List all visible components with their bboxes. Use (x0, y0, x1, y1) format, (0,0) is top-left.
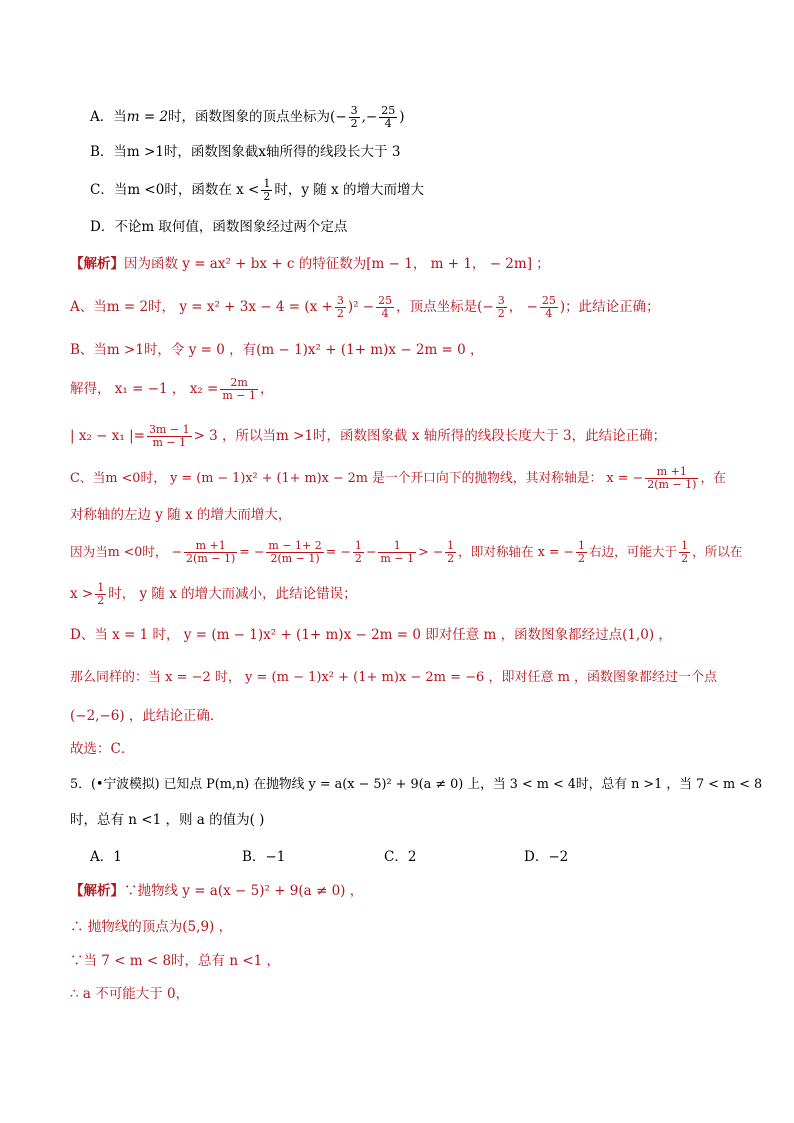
option-a-text: 时，函数图象的顶点坐标为 (168, 109, 331, 125)
fraction-numerator: 1 (263, 177, 271, 190)
solution5-line2: ∴ 抛物线的顶点为(5,9) ， (70, 919, 233, 935)
fraction (335, 295, 346, 320)
fraction-denominator: 2(m − 1) (186, 552, 236, 565)
coord-close: ) (399, 109, 405, 125)
text: ， (259, 381, 274, 397)
question5-option-c: C．2 (384, 849, 417, 865)
text: 时， y 随 x 的增大而减小，此结论错误； (108, 586, 357, 602)
text: 右边，可能大于 (588, 544, 678, 559)
option-a (90, 105, 405, 130)
fraction-numerator: 1 (577, 539, 585, 552)
fraction (184, 540, 237, 565)
text: 解得， x₁ = −1 ， x₂ = (70, 381, 219, 397)
fraction-denominator: 2(m − 1) (270, 552, 320, 565)
fraction-denominator: 4 (545, 307, 553, 320)
solution-c-line4 (70, 582, 357, 607)
text: > − (418, 544, 444, 559)
solution-label: 【解析】 (70, 256, 124, 272)
text: ，即对称轴在 x = − (458, 544, 574, 559)
fraction (445, 540, 456, 565)
fraction (147, 424, 192, 449)
text: ，所以在 (692, 544, 743, 559)
solution5-line4: ∴ a 不可能大于 0， (70, 986, 190, 1002)
fraction-denominator: 2 (681, 552, 689, 565)
text: ，在 (700, 471, 727, 486)
fraction-denominator: m − 1 (222, 389, 256, 402)
solution-intro-text: 因为函数 y = ax² + bx + c 的特征数为[m − 1， m + 1， − 2m] ； (124, 256, 550, 272)
fraction-numerator: 1 (354, 539, 362, 552)
solution-d-line2: 那么同样的：当 x = −2 时， y = (m − 1)x² + (1+ m)x − 2m = −6 ，即对任意 m ，函数图象都经过一个点 (70, 670, 718, 685)
text: A、当m = 2时， y = x² + 3x − 4 = (x + (70, 299, 333, 315)
fraction (496, 295, 507, 320)
fraction-numerator: 1 (681, 539, 689, 552)
coord-sep: ,− (361, 109, 378, 125)
solution-label: 【解析】 (70, 883, 124, 899)
fraction-numerator: 2m (220, 377, 258, 390)
solution-c-line3 (70, 540, 742, 565)
question5-line1: 5．(•宁波模拟) 已知点 P(m,n) 在抛物线 y = a(x − 5)² + 9(a ≠ 0) 上，当 3 < m < 4时，总有 n >1 ，当 7 < m < 8 (70, 777, 763, 792)
fraction-denominator: 2 (263, 190, 271, 203)
fraction (266, 540, 323, 565)
fraction (378, 540, 416, 565)
fraction-numerator: 25 (541, 294, 556, 307)
fraction-numerator: 1 (97, 581, 105, 594)
option-c-prefix: C．当m <0时，函数在 x < (90, 182, 260, 198)
fraction (220, 377, 258, 402)
fraction-numerator: m +1 (645, 466, 698, 479)
solution-c-line1 (70, 466, 726, 491)
fraction (540, 295, 558, 320)
fraction-numerator: m − 1+ 2 (268, 539, 322, 552)
fraction (679, 540, 690, 565)
solution-b-line1: B、当m >1时，令 y = 0 ，有(m − 1)x² + (1+ m)x − 2m = 0 ， (70, 342, 484, 358)
fraction-denominator: 2(m − 1) (647, 478, 697, 491)
solution5-line1 (70, 881, 363, 901)
fraction-denominator: 2 (336, 307, 344, 320)
question5-option-a: A．1 (90, 849, 122, 865)
solution-answer: 故选：C． (70, 741, 135, 757)
text: ，顶点坐标是(− (396, 299, 494, 315)
coord-open: (− (330, 109, 347, 125)
question5-option-d: D．−2 (524, 849, 569, 865)
fraction (645, 466, 698, 491)
option-b: B．当m >1时，函数图象截x轴所得的线段长大于 3 (90, 144, 401, 160)
text: C、当m <0时， y = (m − 1)x² + (1+ m)x − 2m 是一个开口向下的抛物线，其对称轴是： x = − (70, 471, 644, 486)
fraction-denominator: m − 1 (152, 436, 187, 449)
solution-intro (70, 254, 550, 274)
fraction-denominator: 2 (577, 552, 585, 565)
text: > 3 ，所以当m >1时，函数图象截 x 轴所得的线段长度大于 3，此结论正确； (193, 428, 667, 444)
text: 因为当m <0时， − (70, 544, 183, 559)
fraction-numerator: 3 (336, 294, 344, 307)
fraction (95, 582, 106, 607)
fraction (349, 105, 360, 130)
fraction (379, 105, 397, 130)
text: ， − (508, 299, 538, 315)
solution-c-line2: 对称轴的左边 y 随 x 的增大而增大， (70, 507, 292, 523)
fraction-denominator: 4 (381, 307, 389, 320)
fraction-numerator: 1 (378, 540, 416, 553)
text: = − (239, 544, 265, 559)
fraction-denominator: m − 1 (380, 552, 415, 565)
text: )² − (347, 299, 375, 315)
fraction (353, 540, 364, 565)
option-d: D．不论m 取何值，函数图象经过两个定点 (90, 219, 348, 235)
solution-a-line (70, 295, 660, 320)
text: − (365, 544, 377, 559)
fraction-numerator: 1 (447, 539, 455, 552)
fraction-numerator: m +1 (184, 540, 237, 553)
text: | x₂ − x₁ |= (70, 428, 145, 444)
fraction-denominator: 2 (350, 117, 358, 130)
solution5-text: ∵抛物线 y = a(x − 5)² + 9(a ≠ 0) ， (124, 883, 364, 899)
question5-line2: 时，总有 n <1 ，则 a 的值为( ) (70, 812, 265, 828)
fraction (261, 178, 272, 203)
fraction-denominator: 2 (354, 552, 362, 565)
solution-b-line3 (70, 424, 666, 449)
fraction (576, 540, 587, 565)
fraction-denominator: 2 (497, 307, 505, 320)
question5-option-b: B．−1 (242, 849, 286, 865)
solution-d-line3: (−2,−6) ，此结论正确． (70, 708, 224, 724)
text: = − (325, 544, 351, 559)
fraction (376, 295, 394, 320)
option-a-prefix: A．当 (90, 109, 127, 125)
fraction-numerator: 25 (378, 294, 393, 307)
option-c (90, 178, 424, 203)
text: )；此结论正确； (559, 299, 660, 315)
text: x > (70, 586, 94, 602)
solution-d-line1: D、当 x = 1 时， y = (m − 1)x² + (1+ m)x − 2m = 0 即对任意 m ，函数图象都经过点(1,0) ， (70, 627, 672, 643)
option-c-text: 时，y 随 x 的增大而增大 (274, 182, 424, 198)
option-a-m-value: m = 2 (126, 109, 169, 125)
fraction-numerator: 3 (497, 294, 505, 307)
fraction-denominator: 2 (447, 552, 455, 565)
solution-b-line2 (70, 377, 273, 402)
fraction-numerator: 25 (381, 104, 396, 117)
fraction-numerator: 3m − 1 (148, 423, 190, 436)
fraction-denominator: 2 (97, 594, 105, 607)
solution5-line3: ∵当 7 < m < 8时，总有 n <1 ， (70, 953, 281, 969)
fraction-numerator: 3 (350, 104, 358, 117)
fraction-denominator: 4 (384, 117, 392, 130)
